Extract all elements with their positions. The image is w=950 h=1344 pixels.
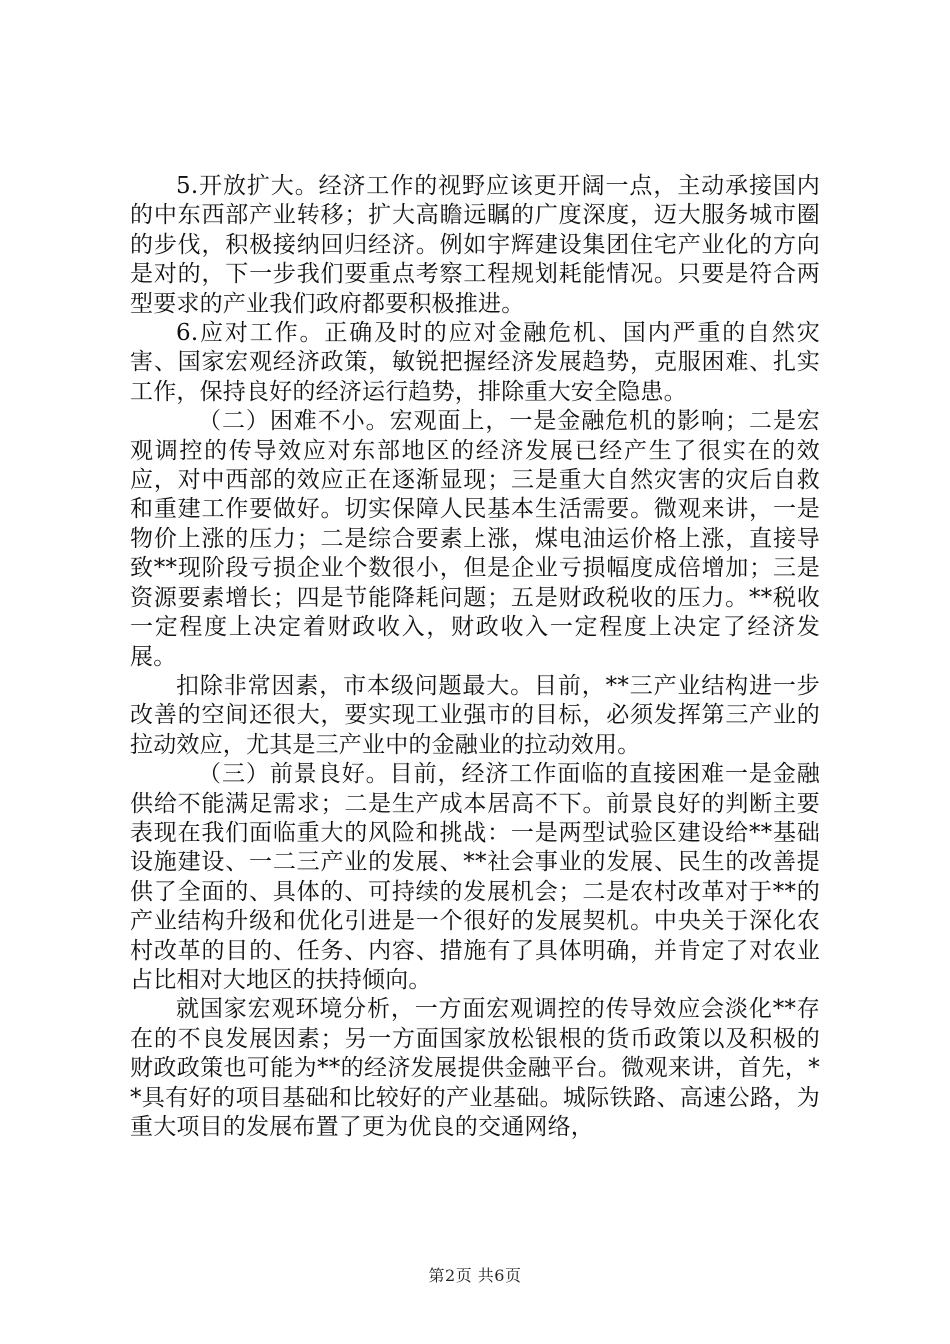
paragraph-city-level-issues: 扣除非常因素，市本级问题最大。目前，**三产业结构进一步改善的空间还很大，要实现工业强市的目标，必须发挥第三产业的拉动效应，尤其是三产业中的金融业的拉动效用。 xyxy=(130,672,820,758)
page-footer: 第2页 共6页 xyxy=(428,1266,522,1285)
paragraph-open-expansion: 5.开放扩大。经济工作的视野应该更开阔一点，主动承接国内的中东西部产业转移；扩大高瞻远瞩的广度深度，迈大服务城市圈的步伐，积极接纳回归经济。例如宇辉建设集团住宅产业化的方向是对的，下一步我们要重点考察工程规划耗能情况。只要是符合两型要求的产业我们政府都要积极推进。 xyxy=(130,173,820,317)
document-body xyxy=(130,172,820,1142)
paragraph-response-work: 6.应对工作。正确及时的应对金融危机、国内严重的自然灾害、国家宏观经济政策，敏锐把握经济发展趋势，克服困难、扎实工作，保持良好的经济运行趋势，排除重大安全隐患。 xyxy=(130,320,820,405)
paragraph-good-prospects: （三）前景良好。目前，经济工作面临的直接困难一是金融供给不能满足需求；二是生产成本居高不下。前景良好的判断主要表现在我们面临重大的风险和挑战：一是两型试验区建设给**基础设施建设、一二三产业的发展、**社会事业的发展、民生的改善提供了全面的、具体的、可持续的发展机会；二是农村改革对于**的产业结构升级和优化引进是一个很好的发展契机。中央关于深化农村改革的目的、任务、内容、措施有了具体明确，并肯定了对农业占比相对大地区的扶持倾向。 xyxy=(130,761,820,993)
paragraph-difficulties: （二）困难不小。宏观面上，一是金融危机的影响；二是宏观调控的传导效应对东部地区的经济发展已经产生了很实在的效应，对中西部的效应正在逐渐显现；三是重大自然灾害的灾后自救和重建工作要做好。切实保障人民基本生活需要。微观来讲，一是物价上涨的压力；二是综合要素上涨，煤电油运价格上涨，直接导致**现阶段亏损企业个数很小，但是企业亏损幅度成倍增加；三是资源要素增长；四是节能降耗问题；五是财政税收的压力。**税收一定程度上决定着财政收入，财政收入一定程度上决定了经济发展。 xyxy=(130,408,820,670)
paragraph-macro-environment: 就国家宏观环境分析，一方面宏观调控的传导效应会淡化**存在的不良发展因素；另一方面国家放松银根的货币政策以及积极的财政政策也可能为**的经济发展提供金融平台。微观来讲，首先，**具有好的项目基础和比较好的产业基础。城际铁路、高速公路，为重大项目的发展布置了更为优良的交通网络， xyxy=(130,996,820,1140)
